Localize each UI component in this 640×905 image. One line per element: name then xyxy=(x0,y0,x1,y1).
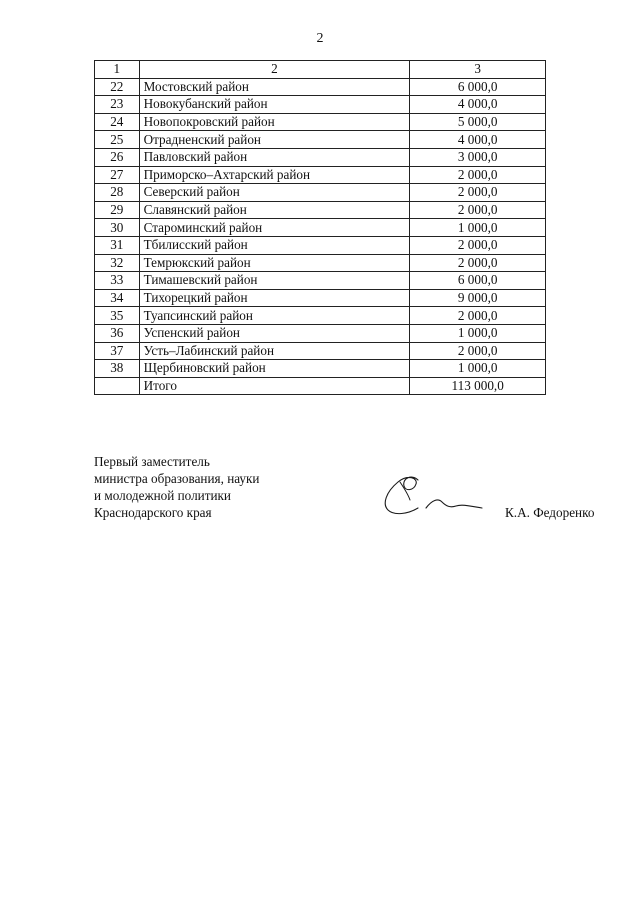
table-row xyxy=(95,324,546,342)
row-number: 25 xyxy=(95,131,140,149)
row-number: 34 xyxy=(95,289,140,307)
signer-name: К.А. Федоренко xyxy=(505,505,595,520)
district-name: Итого xyxy=(139,377,410,395)
signatory-position xyxy=(94,453,260,521)
page-number: 2 xyxy=(316,31,324,46)
allocation-amount: 113 000,0 xyxy=(410,377,546,395)
allocation-amount: 4 000,0 xyxy=(410,131,546,149)
row-number: 38 xyxy=(95,360,140,378)
allocation-amount: 2 000,0 xyxy=(410,201,546,219)
district-name: Туапсинский район xyxy=(139,307,410,325)
allocation-amount: 9 000,0 xyxy=(410,289,546,307)
allocation-amount: 1 000,0 xyxy=(410,219,546,237)
district-name: Мостовский район xyxy=(139,78,410,96)
district-name: Щербиновский район xyxy=(139,360,410,378)
row-number: 33 xyxy=(95,272,140,290)
position-line-2: министра образования, науки xyxy=(94,471,260,486)
district-name: Усть–Лабинский район xyxy=(139,342,410,360)
table-row xyxy=(95,96,546,114)
table-row xyxy=(95,289,546,307)
row-number: 22 xyxy=(95,78,140,96)
table-row xyxy=(95,307,546,325)
district-name: Успенский район xyxy=(139,324,410,342)
allocation-amount: 2 000,0 xyxy=(410,307,546,325)
allocation-amount: 1 000,0 xyxy=(410,360,546,378)
district-name: Славянский район xyxy=(139,201,410,219)
district-name: Павловский район xyxy=(139,148,410,166)
district-name: Новокубанский район xyxy=(139,96,410,114)
table-row xyxy=(95,148,546,166)
table-row xyxy=(95,360,546,378)
table-row xyxy=(95,166,546,184)
table-header-row xyxy=(95,61,546,79)
table-row xyxy=(95,78,546,96)
allocation-amount: 5 000,0 xyxy=(410,113,546,131)
allocation-amount: 2 000,0 xyxy=(410,236,546,254)
handwritten-signature-icon xyxy=(378,468,488,524)
district-name: Тбилисский район xyxy=(139,236,410,254)
row-number xyxy=(95,377,140,395)
row-number: 26 xyxy=(95,148,140,166)
row-number: 28 xyxy=(95,184,140,202)
table-row xyxy=(95,131,546,149)
row-number: 37 xyxy=(95,342,140,360)
column-header-3: 3 xyxy=(410,61,546,79)
table-row xyxy=(95,113,546,131)
allocation-table xyxy=(94,60,546,395)
allocation-amount: 2 000,0 xyxy=(410,166,546,184)
row-number: 32 xyxy=(95,254,140,272)
allocation-amount: 1 000,0 xyxy=(410,324,546,342)
district-name: Северский район xyxy=(139,184,410,202)
allocation-amount: 2 000,0 xyxy=(410,184,546,202)
row-number: 29 xyxy=(95,201,140,219)
district-name: Новопокровский район xyxy=(139,113,410,131)
table-total-row xyxy=(95,377,546,395)
allocation-amount: 6 000,0 xyxy=(410,272,546,290)
table-row xyxy=(95,219,546,237)
table-row xyxy=(95,201,546,219)
district-name: Приморско–Ахтарский район xyxy=(139,166,410,184)
row-number: 30 xyxy=(95,219,140,237)
position-line-1: Первый заместитель xyxy=(94,454,210,469)
table-row xyxy=(95,342,546,360)
district-name: Тихорецкий район xyxy=(139,289,410,307)
table-row xyxy=(95,272,546,290)
district-name: Староминский район xyxy=(139,219,410,237)
row-number: 27 xyxy=(95,166,140,184)
allocation-amount: 4 000,0 xyxy=(410,96,546,114)
table-row xyxy=(95,254,546,272)
table-row xyxy=(95,236,546,254)
allocation-amount: 3 000,0 xyxy=(410,148,546,166)
table-row xyxy=(95,184,546,202)
table-body xyxy=(95,61,546,395)
row-number: 24 xyxy=(95,113,140,131)
allocation-amount: 6 000,0 xyxy=(410,78,546,96)
district-name: Темрюкский район xyxy=(139,254,410,272)
column-header-2: 2 xyxy=(139,61,410,79)
allocation-amount: 2 000,0 xyxy=(410,342,546,360)
district-name: Отрадненский район xyxy=(139,131,410,149)
row-number: 23 xyxy=(95,96,140,114)
row-number: 36 xyxy=(95,324,140,342)
district-name: Тимашевский район xyxy=(139,272,410,290)
allocation-amount: 2 000,0 xyxy=(410,254,546,272)
row-number: 35 xyxy=(95,307,140,325)
column-header-1: 1 xyxy=(95,61,140,79)
position-line-3: и молодежной политики xyxy=(94,488,231,503)
position-line-4: Краснодарского края xyxy=(94,505,212,520)
row-number: 31 xyxy=(95,236,140,254)
